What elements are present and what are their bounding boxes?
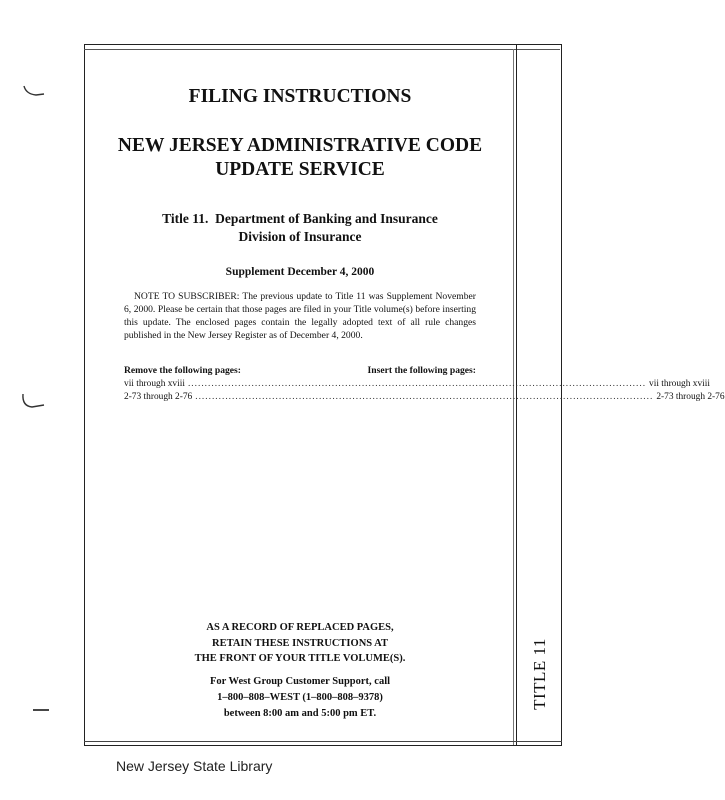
record-notice [84, 620, 516, 667]
support-phone: 1–800–808–WEST (1–800–808–9378) [217, 692, 383, 703]
supplement-date: Supplement December 4, 2000 [225, 266, 375, 278]
side-tab-text: TITLE 11 [530, 638, 550, 710]
note-text: The previous update to Title 11 was Supplement November 6, 2000. Please be certain that those pages are filed in your Title volume(s) before inserting this update. The enclosed pages contain the legally adopted text of all rule changes published in the New Jersey Register as of December 4, 2000. [124, 291, 476, 341]
table-row [124, 379, 710, 392]
record-notice-line2: RETAIN THESE INSTRUCTIONS AT [212, 637, 388, 649]
insert-pages-cell: vii through xviii [649, 379, 710, 389]
record-notice-line3: THE FRONT OF YOUR TITLE VOLUME(S). [194, 653, 406, 664]
insert-pages-cell: 2-73 through 2-76 [656, 392, 725, 402]
table-row [124, 392, 725, 405]
bottom-rule [84, 741, 562, 742]
support-line1: For West Group Customer Support, call [209, 676, 391, 687]
support-hours: between 8:00 am and 5:00 pm ET. [223, 708, 377, 719]
title-heading [84, 210, 516, 246]
remove-pages-cell: 2-73 through 2-76 [124, 392, 193, 402]
record-notice-line1: AS A RECORD OF REPLACED PAGES, [206, 622, 394, 633]
filing-instructions-title: FILING INSTRUCTIONS [188, 86, 412, 107]
side-tab-label [520, 634, 560, 714]
binder-mark-icon [22, 84, 46, 100]
title-heading-line1: Title 11. Department of Banking and Insurance [162, 211, 438, 226]
code-heading-line1: NEW JERSEY ADMINISTRATIVE CODE [117, 135, 483, 156]
insert-pages-header: Insert the following pages: [367, 365, 476, 376]
library-stamp: New Jersey State Library [116, 758, 273, 774]
binder-mark-icon [20, 392, 46, 412]
dot-leader: ......................................................................................................................................... [187, 379, 647, 389]
dot-leader: ......................................................................................................................................... [195, 392, 654, 402]
remove-pages-header: Remove the following pages: [124, 365, 241, 376]
note-to-subscriber [124, 290, 476, 342]
code-heading [84, 134, 516, 182]
remove-pages-cell: vii through xviii [124, 379, 185, 389]
binder-mark-icon [32, 706, 50, 714]
note-label: NOTE TO SUBSCRIBER: [134, 291, 240, 302]
code-heading-line2: UPDATE SERVICE [215, 159, 385, 180]
customer-support [84, 674, 516, 722]
title-heading-line2: Division of Insurance [238, 229, 362, 244]
